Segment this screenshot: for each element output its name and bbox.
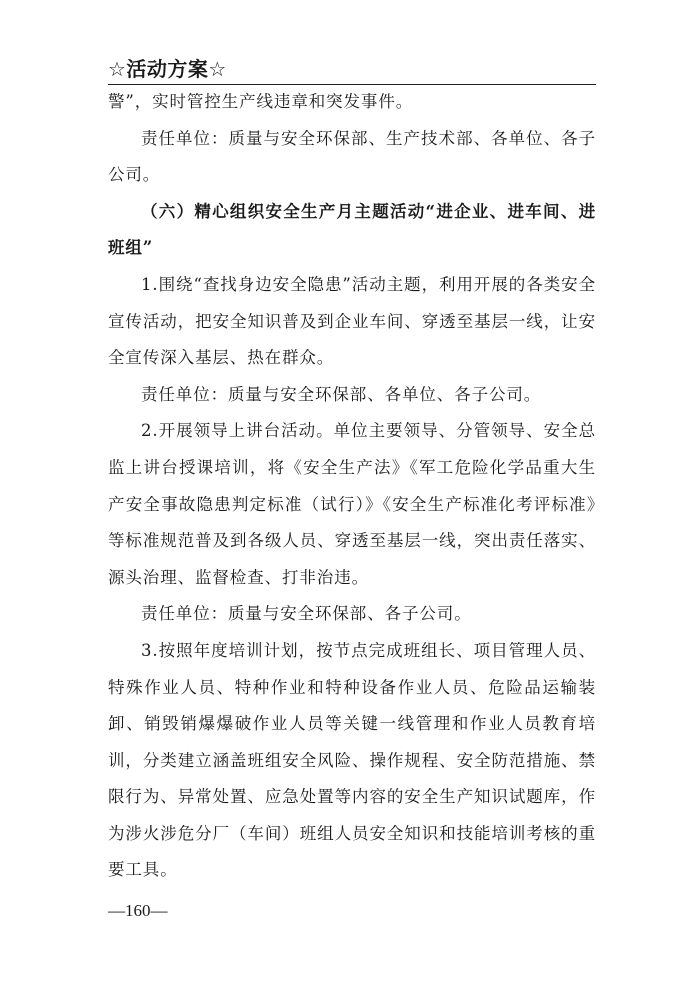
page-number: —160— xyxy=(108,901,168,920)
section-heading: （六）精心组织安全生产月主题活动“进企业、进车间、进班组” xyxy=(108,201,596,258)
paragraph: 2.开展领导上讲台活动。单位主要领导、分管领导、安全总监上讲台授课培训，将《安全生产法》《军工危险化学品重大生产安全事故隐患判定标准（试行）》《安全生产标准化考评标准》等标准规范普及到各级人员、穿透至基层一线，突出责任落实、源头治理、监督检查、打非治违。 xyxy=(108,421,596,587)
paragraph: 责任单位：质量与安全环保部、生产技术部、各单位、各子公司。 xyxy=(108,128,596,185)
paragraph: 3.按照年度培训计划，按节点完成班组长、项目管理人员、特殊作业人员、特种作业和特种设备作业人员、危险品运输装卸、销毁销爆爆破作业人员等关键一线管理和作业人员教育培训，分类建立涵盖班组安全风险、操作规程、安全防范措施、禁限行为、异常处置、应急处置等内容的安全生产知识试题库，作为涉火涉危分厂（车间）班组人员安全知识和技能培训考核的重要工具。 xyxy=(108,640,596,880)
body-text xyxy=(108,84,596,889)
paragraph: 责任单位：质量与安全环保部、各单位、各子公司。 xyxy=(141,384,542,404)
paragraph: 责任单位：质量与安全环保部、各子公司。 xyxy=(141,604,472,624)
paragraph: 1.围绕“查找身边安全隐患”活动主题，利用开展的各类安全宣传活动，把安全知识普及到企业车间、穿透至基层一线，让安全宣传深入基层、热在群众。 xyxy=(108,274,596,368)
page-header xyxy=(108,56,596,85)
section-title: ☆活动方案☆ xyxy=(108,57,227,81)
paragraph: 警”，实时管控生产线违章和突发事件。 xyxy=(108,92,414,111)
